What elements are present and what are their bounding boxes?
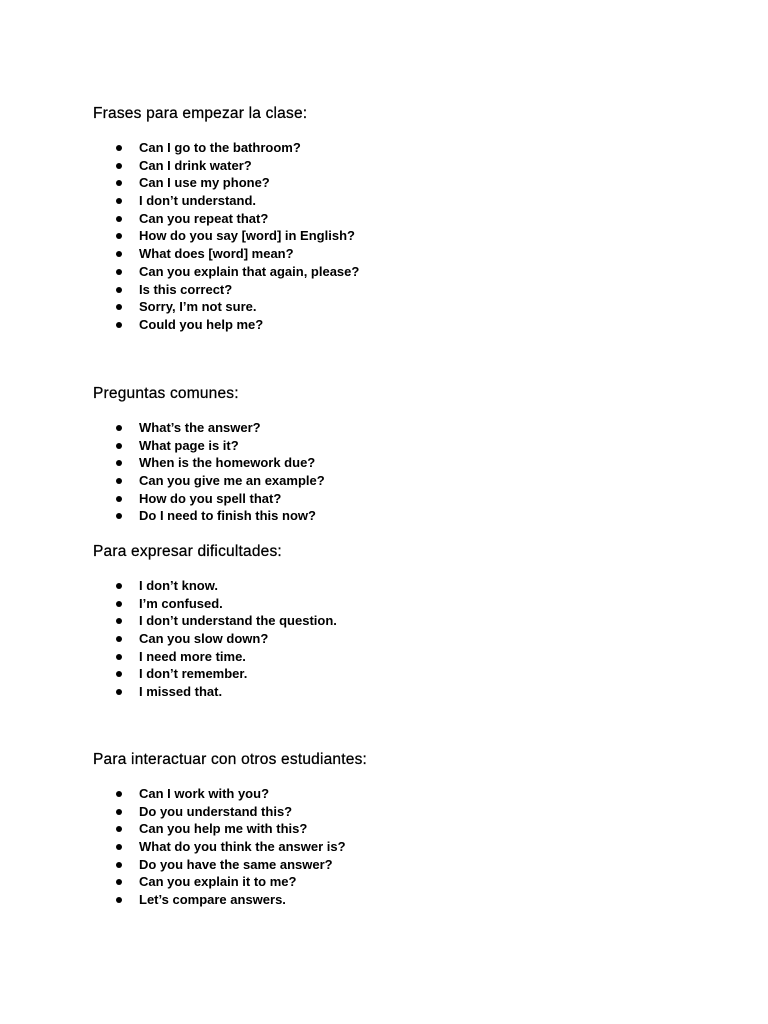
list-item-text: Can you slow down? xyxy=(139,631,269,647)
list-item-text: I don’t understand the question. xyxy=(139,613,337,629)
list-item-text: What do you think the answer is? xyxy=(139,839,346,855)
bullet-icon xyxy=(116,460,122,466)
bullet-icon xyxy=(116,496,122,502)
section-heading: Preguntas comunes: xyxy=(93,385,239,402)
bullet-icon xyxy=(116,826,122,832)
list-item xyxy=(93,316,359,334)
list-item xyxy=(93,856,367,874)
bullet-icon xyxy=(116,636,122,642)
bullet-icon xyxy=(116,791,122,797)
list-item-text: Can I go to the bathroom? xyxy=(139,140,301,155)
list-item-text: Can you explain it to me? xyxy=(139,874,297,890)
bullet-icon xyxy=(116,425,122,431)
bullet-icon xyxy=(116,654,122,660)
bullet-icon xyxy=(116,233,122,239)
list-item-text: When is the homework due? xyxy=(139,455,316,471)
list-item xyxy=(93,595,337,613)
bullet-icon xyxy=(116,145,122,151)
list-item xyxy=(93,419,325,437)
list-item xyxy=(93,227,359,245)
list-item xyxy=(93,577,337,595)
section-heading: Para expresar dificultades: xyxy=(93,543,282,560)
phrase-list xyxy=(93,139,359,334)
list-item-text: Can I use my phone? xyxy=(139,175,270,191)
list-item xyxy=(93,192,359,210)
list-item-text: Can you repeat that? xyxy=(139,210,269,226)
list-item-text: I need more time. xyxy=(139,648,246,664)
list-item-text: I don’t understand. xyxy=(139,193,256,209)
list-item xyxy=(93,838,367,856)
section-heading: Frases para empezar la clase: xyxy=(93,105,308,122)
bullet-icon xyxy=(116,601,122,607)
list-item xyxy=(93,785,367,803)
list-item-text: How do you say [word] in English? xyxy=(139,228,355,244)
bullet-icon xyxy=(116,583,122,589)
list-item xyxy=(93,210,359,228)
list-item xyxy=(93,612,337,630)
list-item xyxy=(93,157,359,175)
phrase-list xyxy=(93,785,367,909)
bullet-icon xyxy=(116,618,122,624)
list-item xyxy=(93,454,325,472)
list-item-text: Can I work with you? xyxy=(139,786,270,801)
list-item-text: What page is it? xyxy=(139,437,239,453)
section-interactuar-estudiantes xyxy=(93,751,367,909)
bullet-icon xyxy=(116,304,122,310)
bullet-icon xyxy=(116,269,122,275)
bullet-icon xyxy=(116,163,122,169)
bullet-icon xyxy=(116,862,122,868)
bullet-icon xyxy=(116,478,122,484)
list-item xyxy=(93,174,359,192)
list-item xyxy=(93,281,359,299)
list-item xyxy=(93,263,359,281)
list-item-text: Do you understand this? xyxy=(139,803,293,819)
list-item xyxy=(93,437,325,455)
bullet-icon xyxy=(116,198,122,204)
list-item-text: Do you have the same answer? xyxy=(139,856,333,872)
list-item xyxy=(93,490,325,508)
list-item-text: Can you help me with this? xyxy=(139,821,308,837)
bullet-icon xyxy=(116,844,122,850)
list-item-text: Can I drink water? xyxy=(139,157,252,173)
list-item-text: Sorry, I’m not sure. xyxy=(139,299,257,315)
bullet-icon xyxy=(116,897,122,903)
list-item-text: I don’t remember. xyxy=(139,666,248,682)
list-item-text: What does [word] mean? xyxy=(139,246,294,262)
list-item-text: Can you give me an example? xyxy=(139,473,325,489)
bullet-icon xyxy=(116,879,122,885)
list-item xyxy=(93,245,359,263)
list-item xyxy=(93,820,367,838)
bullet-icon xyxy=(116,671,122,677)
list-item xyxy=(93,873,367,891)
list-item xyxy=(93,298,359,316)
list-item-text: Is this correct? xyxy=(139,281,233,297)
list-item-text: I missed that. xyxy=(139,684,223,700)
list-item xyxy=(93,630,337,648)
list-item-text: What’s the answer? xyxy=(139,420,261,435)
list-item-text: Could you help me? xyxy=(139,316,264,332)
bullet-icon xyxy=(116,689,122,695)
list-item xyxy=(93,665,337,683)
section-preguntas-comunes xyxy=(93,385,325,525)
list-item xyxy=(93,648,337,666)
list-item-text: I’m confused. xyxy=(139,595,223,611)
section-expresar-dificultades xyxy=(93,543,337,701)
bullet-icon xyxy=(116,513,122,519)
bullet-icon xyxy=(116,809,122,815)
list-item xyxy=(93,472,325,490)
list-item-text: How do you spell that? xyxy=(139,490,282,506)
section-frases-para-empezar xyxy=(93,105,359,334)
section-heading: Para interactuar con otros estudiantes: xyxy=(93,751,368,768)
list-item-text: Let’s compare answers. xyxy=(139,892,286,908)
list-item xyxy=(93,891,367,909)
list-item-text: Do I need to finish this now? xyxy=(139,508,316,524)
bullet-icon xyxy=(116,322,122,328)
phrase-list xyxy=(93,419,325,525)
phrase-list xyxy=(93,577,337,701)
list-item-text: Can you explain that again, please? xyxy=(139,263,360,279)
bullet-icon xyxy=(116,180,122,186)
list-item-text: I don’t know. xyxy=(139,578,218,593)
list-item xyxy=(93,683,337,701)
bullet-icon xyxy=(116,287,122,293)
bullet-icon xyxy=(116,251,122,257)
list-item xyxy=(93,507,325,525)
list-item xyxy=(93,139,359,157)
bullet-icon xyxy=(116,216,122,222)
bullet-icon xyxy=(116,443,122,449)
list-item xyxy=(93,803,367,821)
